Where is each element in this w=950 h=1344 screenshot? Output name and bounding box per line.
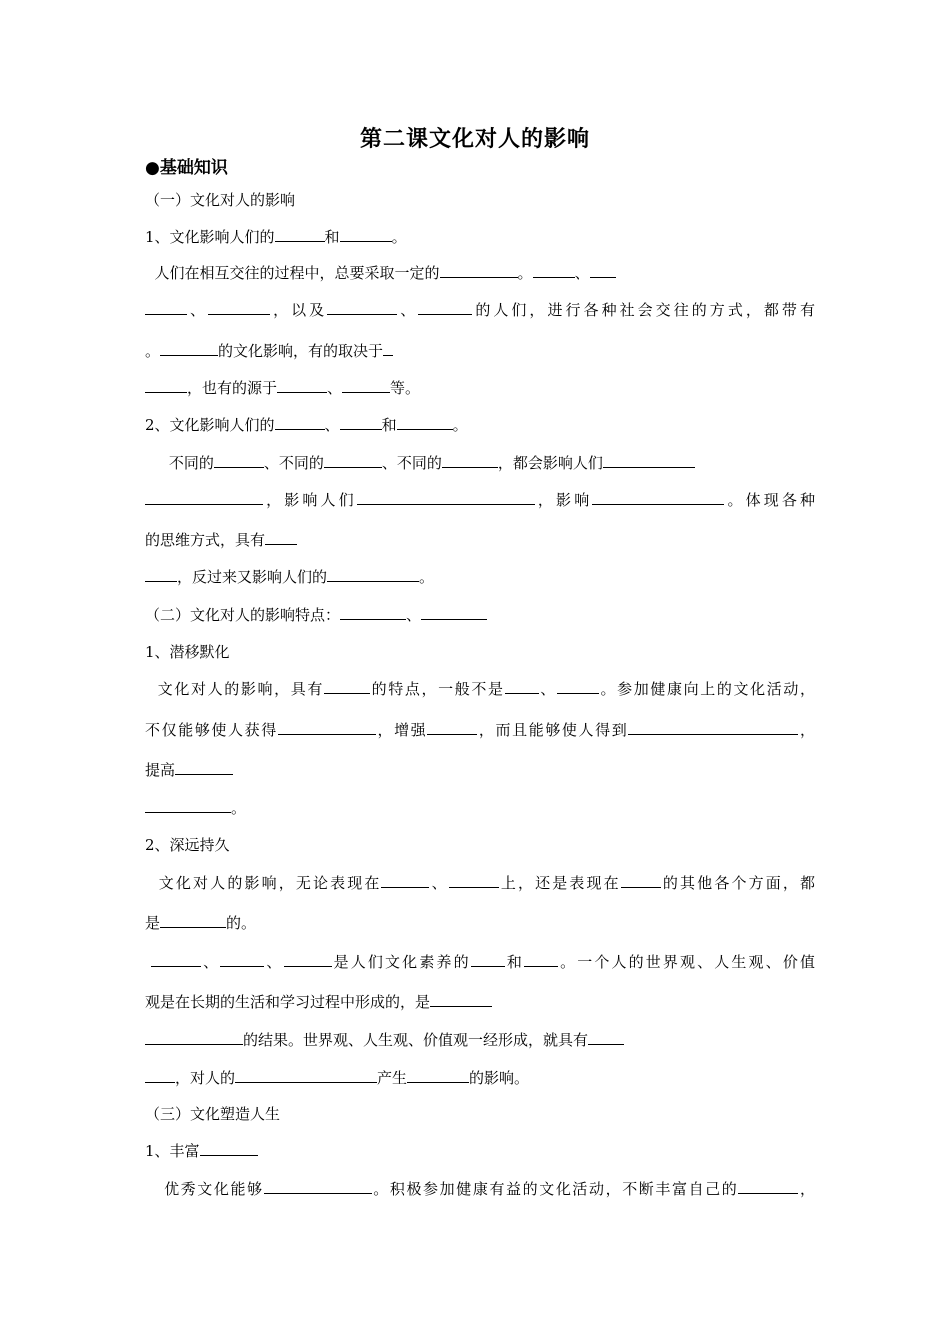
text-line: 不同的 、不同的 、不同的 ，都会影响人们 (145, 453, 815, 473)
text-line: ，影响人们 ，影响 。体现各种 (145, 490, 815, 510)
fill-blank[interactable] (175, 760, 233, 775)
fill-blank[interactable] (145, 490, 263, 505)
fill-blank[interactable] (340, 415, 382, 430)
fill-blank[interactable] (145, 567, 177, 582)
text-line: 提高 (145, 760, 815, 780)
fill-blank[interactable] (340, 227, 392, 242)
item-heading: 1、丰富 (145, 1141, 815, 1161)
fill-blank[interactable] (621, 873, 661, 888)
fill-blank[interactable] (381, 873, 429, 888)
text-line: 的思维方式，具有 (145, 530, 815, 550)
fill-blank[interactable] (327, 567, 419, 582)
text-line: ，反过来又影响人们的 。 (145, 567, 815, 587)
fill-blank[interactable] (327, 300, 397, 315)
fill-blank[interactable] (430, 992, 492, 1007)
fill-blank[interactable] (592, 490, 724, 505)
text-line: 是 的。 (145, 914, 257, 932)
fill-blank[interactable] (340, 605, 406, 620)
fill-blank[interactable] (235, 1068, 377, 1083)
fill-blank[interactable] (265, 530, 297, 545)
fill-blank[interactable] (160, 341, 218, 356)
fill-blank[interactable] (449, 873, 499, 888)
fill-blank[interactable] (275, 415, 325, 430)
text-line: 文化对人的影响，无论表现在 、 上，还是表现在 的其他各个方面，都 (145, 874, 815, 892)
fill-blank[interactable] (208, 300, 270, 315)
subsection-title: （三）文化塑造人生 (145, 1105, 281, 1123)
fill-blank[interactable] (505, 679, 539, 694)
page-title: 第二课文化对人的影响 (359, 126, 590, 152)
fill-blank[interactable] (220, 952, 264, 967)
fill-blank[interactable] (275, 227, 325, 242)
text-line: 的结果。世界观、人生观、价值观一经形成，就具有 (145, 1030, 815, 1050)
text-line: 观是在长期的生活和学习过程中形成的，是 (145, 992, 815, 1012)
text-line: 。 的文化影响，有的取决于 (145, 341, 815, 361)
text-line: 不仅能够使人获得 ，增强 ，而且能够使人得到 ， (145, 721, 815, 739)
fill-blank[interactable] (533, 263, 575, 278)
fill-blank[interactable] (588, 1030, 624, 1045)
fill-blank[interactable] (357, 490, 535, 505)
text-line: 。 (145, 798, 815, 818)
item-heading: 1、潜移默化 (145, 643, 230, 661)
fill-blank[interactable] (160, 913, 226, 928)
fill-blank[interactable] (284, 952, 332, 967)
fill-blank[interactable] (277, 378, 327, 393)
fill-blank[interactable] (471, 952, 505, 967)
fill-blank[interactable] (628, 720, 798, 735)
fill-blank[interactable] (342, 378, 390, 393)
text-line: 、 ，以及 、 的人们，进行各种社会交往的方式，都带有 (145, 300, 815, 320)
fill-blank[interactable] (145, 300, 187, 315)
fill-blank[interactable] (442, 453, 498, 468)
fill-blank[interactable] (603, 453, 695, 468)
fill-blank[interactable] (145, 798, 231, 813)
fill-blank[interactable] (264, 1179, 372, 1194)
subsection-title: （二）文化对人的影响特点： 、 (145, 605, 815, 625)
fill-blank[interactable] (407, 1068, 469, 1083)
fill-blank[interactable] (418, 300, 472, 315)
fill-blank[interactable] (738, 1179, 798, 1194)
subsection-title: （一）文化对人的影响 (145, 191, 296, 209)
fill-blank[interactable] (214, 453, 264, 468)
text-line: ，也有的源于 、 等。 (145, 378, 815, 398)
fill-blank[interactable] (427, 720, 477, 735)
text-line: 优秀文化能够 。积极参加健康有益的文化活动，不断丰富自己的 ， (145, 1180, 815, 1198)
text-line: 文化对人的影响，具有 的特点，一般不是 、 。参加健康向上的文化活动， (145, 680, 815, 698)
fill-blank[interactable] (200, 1141, 258, 1156)
fill-blank[interactable] (324, 679, 370, 694)
fill-blank[interactable] (421, 605, 487, 620)
fill-blank[interactable] (590, 263, 616, 278)
fill-blank[interactable] (278, 720, 376, 735)
fill-blank[interactable] (151, 952, 201, 967)
fill-blank[interactable] (324, 453, 382, 468)
fill-blank[interactable] (145, 378, 187, 393)
text-line: ，对人的 产生 的影响。 (145, 1068, 815, 1088)
item-heading: 2、深远持久 (145, 836, 230, 854)
section-heading: ●基础知识 (145, 158, 228, 178)
fill-blank[interactable] (557, 679, 599, 694)
fill-blank[interactable] (145, 1030, 243, 1045)
text-line: 、 、 是人们文化素养的 和 。一个人的世界观、人生观、价值 (145, 952, 815, 972)
text-line: 1、文化影响人们的 和 。 (145, 228, 407, 246)
fill-blank[interactable] (440, 263, 518, 278)
text-line: 2、文化影响人们的 、 和 。 (145, 416, 468, 434)
text-line: 人们在相互交往的过程中，总要采取一定的 。 、 (145, 263, 815, 283)
fill-blank[interactable] (397, 415, 453, 430)
fill-blank[interactable] (524, 952, 558, 967)
fill-blank[interactable] (383, 341, 393, 356)
fill-blank[interactable] (145, 1068, 175, 1083)
